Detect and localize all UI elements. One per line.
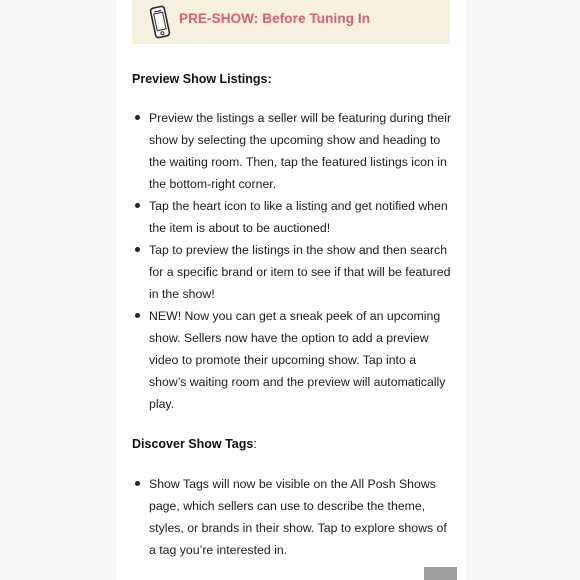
- show-tags-bullets: [132, 473, 452, 561]
- content-page: [116, 0, 466, 580]
- phone-icon: [147, 4, 173, 40]
- section-heading-preview-show-listings: Preview Show Listings:: [132, 72, 272, 86]
- list-item: Show Tags will now be visible on the All Posh Shows page, which sellers can use to describe the theme, styles, or brands in their show. Tap to explore shows of a tag you’re interested in.: [132, 473, 452, 561]
- pre-show-banner: [132, 0, 450, 44]
- list-item: NEW! Now you can get a sneak peek of an upcoming show. Sellers now have the option to add a preview video to promote their upcoming show. Tap into a show’s waiting room and the preview will automatically play.: [132, 305, 452, 415]
- section-heading-suffix: :: [253, 437, 257, 451]
- list-item: Tap to preview the listings in the show and then search for a specific brand or item to see if that will be featured in the show!: [132, 239, 452, 305]
- banner-title: PRE-SHOW: Before Tuning In: [179, 11, 371, 26]
- section-heading-discover-show-tags: [132, 437, 257, 451]
- section-heading-text: Discover Show Tags: [132, 437, 254, 451]
- scroll-to-top-button[interactable]: [424, 567, 457, 580]
- list-item: Tap the heart icon to like a listing and get notified when the item is about to be auctioned!: [132, 195, 452, 239]
- list-item: Preview the listings a seller will be featuring during their show by selecting the upcoming show and heading to the waiting room. Then, tap the featured listings icon in the bottom-right corner.: [132, 107, 452, 195]
- preview-listings-bullets: [132, 107, 452, 415]
